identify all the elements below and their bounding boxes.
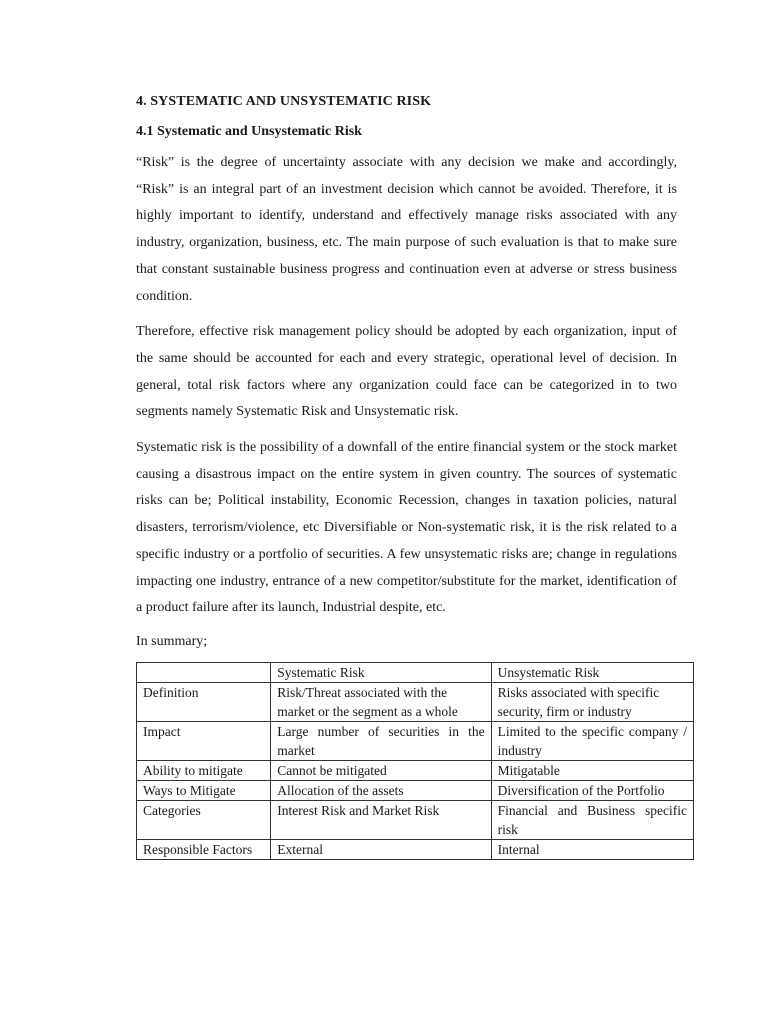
table-row-label: Impact: [137, 721, 271, 760]
table-cell: Large number of securities in the market: [271, 721, 491, 760]
paragraph-systematic-risk: Systematic risk is the possibility of a downfall of the entire financial system or the stock market causing a disastrous impact on the entire system in given country. The sources of systematic risks can be; Political instability, Economic Recession, changes in taxation policies, natural disasters, terrorism/violence, etc Diversifiable or Non-systematic risk, it is the risk related to a specific industry or a portfolio of securities. A few unsystematic risks are; change in regulations impacting one industry, entrance of a new competitor/substitute for the market, identification of a product failure after its launch, Industrial despite, etc.: [136, 440, 677, 616]
paragraph-risk-definition: “Risk” is the degree of uncertainty associate with any decision we make and accordingly, “Risk” is an integral part of an investment decision which cannot be avoided. Therefore, it is highly important to identify, understand and effectively manage risks associated with any industry, organization, business, etc. The main purpose of such evaluation is that to make sure that constant sustainable business progress and continuation even at adverse or stress business condition.: [136, 155, 677, 304]
paragraph-risk-management: Therefore, effective risk management policy should be adopted by each organization, input of the same should be accounted for each and every strategic, operational level of decision. In general, total risk factors where any organization could face can be categorized in to two segments namely Systematic Risk and Unsystematic risk.: [136, 324, 677, 420]
table-cell: Interest Risk and Market Risk: [271, 800, 491, 839]
table-row-label: Responsible Factors: [137, 839, 271, 859]
table-row: [137, 800, 694, 839]
table-row-label: Ways to Mitigate: [137, 780, 271, 800]
table-row-label: Ability to mitigate: [137, 760, 271, 780]
document-page: [136, 92, 687, 860]
table-cell: Risks associated with specific security, firm or industry: [491, 682, 693, 721]
table-cell: Cannot be mitigated: [271, 760, 491, 780]
table-cell: Limited to the specific company / industry: [491, 721, 693, 760]
table-cell: Internal: [491, 839, 693, 859]
table-header-row: [137, 662, 694, 682]
table-cell: External: [271, 839, 491, 859]
table-row-label: Definition: [137, 682, 271, 721]
table-header-cell: Unsystematic Risk: [491, 662, 693, 682]
subsection-heading: 4.1 Systematic and Unsystematic Risk: [136, 124, 362, 139]
table-header-cell: [137, 662, 271, 682]
table-row: [137, 760, 694, 780]
table-cell: Mitigatable: [491, 760, 693, 780]
table-row: [137, 721, 694, 760]
table-cell: Diversification of the Portfolio: [491, 780, 693, 800]
table-cell: Risk/Threat associated with the market or the segment as a whole: [271, 682, 491, 721]
table-row: [137, 682, 694, 721]
summary-table: [136, 662, 694, 860]
table-header-cell: Systematic Risk: [271, 662, 491, 682]
table-row-label: Categories: [137, 800, 271, 839]
table-row: [137, 839, 694, 859]
table-cell: Financial and Business specific risk: [491, 800, 693, 839]
table-row: [137, 780, 694, 800]
table-cell: Allocation of the assets: [271, 780, 491, 800]
section-heading: 4. SYSTEMATIC AND UNSYSTEMATIC RISK: [136, 94, 432, 109]
summary-label: In summary;: [136, 633, 208, 649]
